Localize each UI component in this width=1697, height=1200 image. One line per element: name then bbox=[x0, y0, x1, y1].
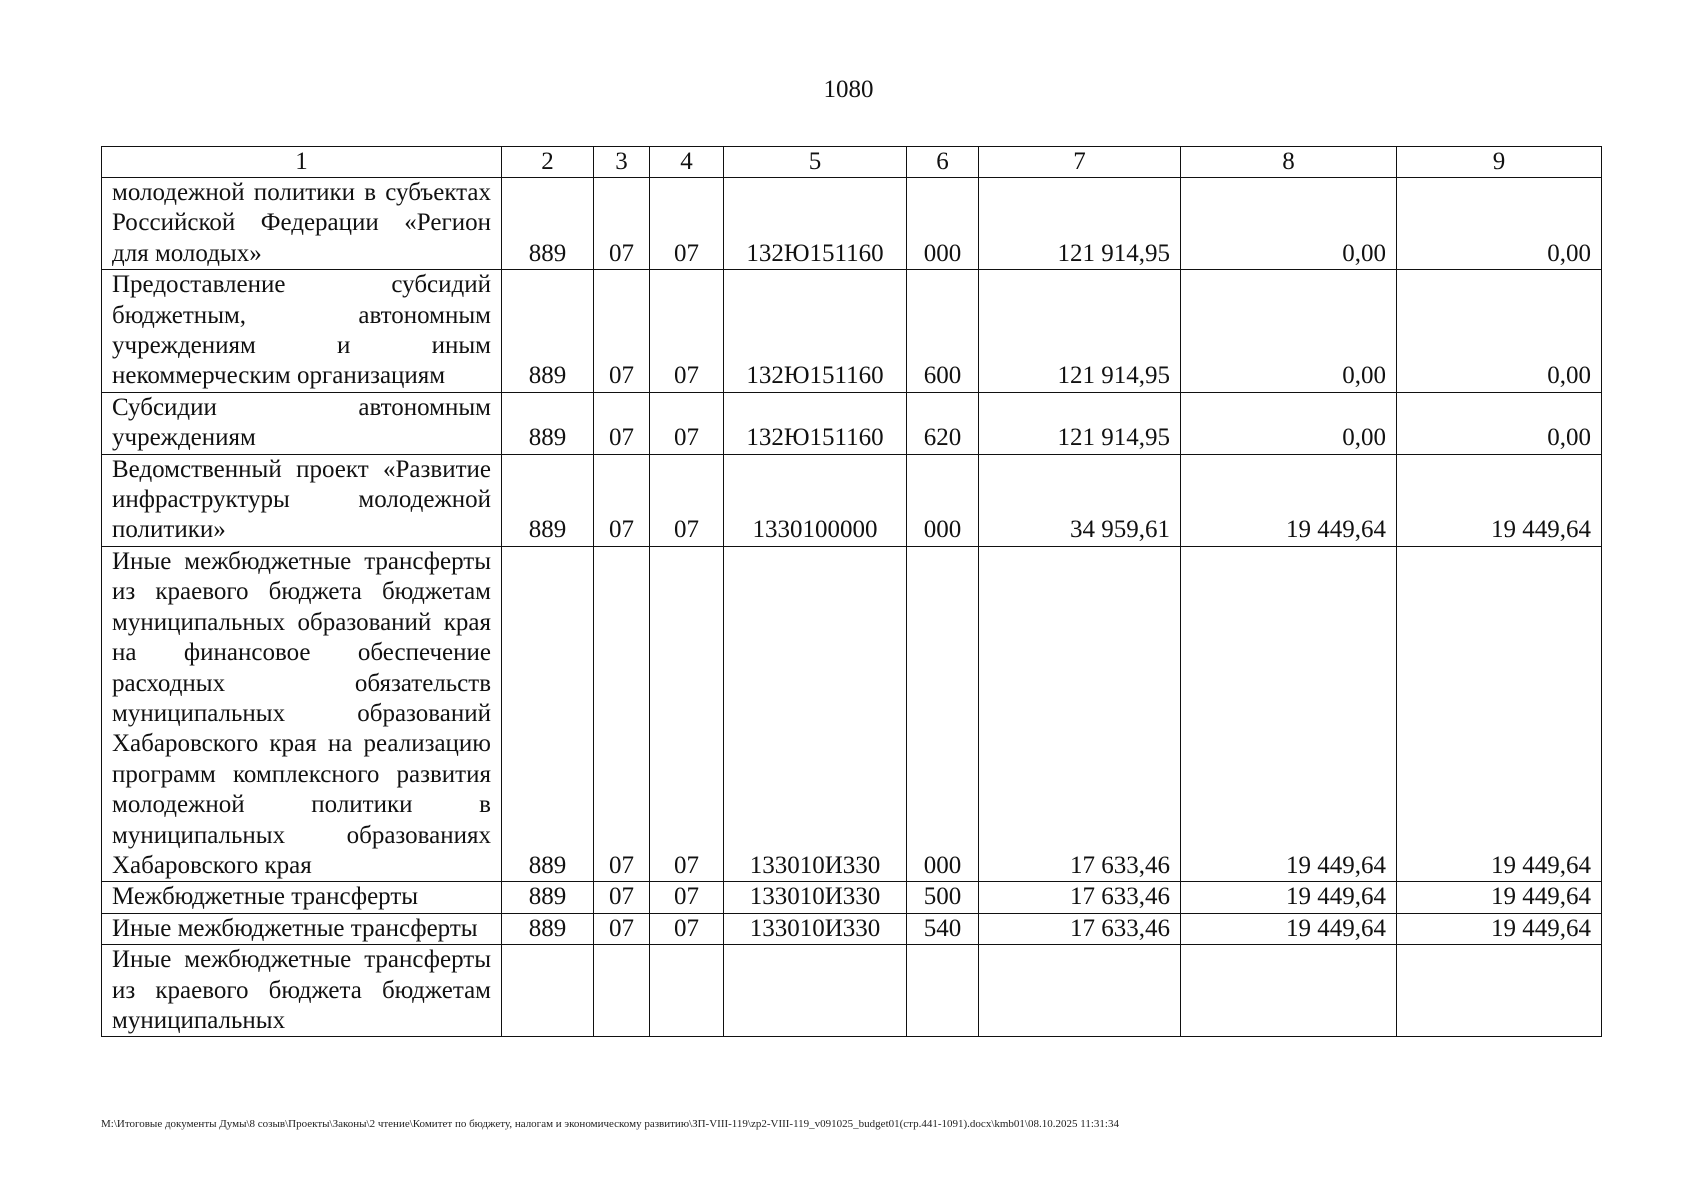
amount-col7-cell: 121 914,95 bbox=[979, 270, 1181, 393]
column-header: 1 bbox=[102, 147, 502, 178]
row-name-cell: молодежной политики в субъектах Российской Федерации «Регион для молодых» bbox=[102, 178, 502, 270]
table-row bbox=[102, 945, 1602, 1037]
amount-col7-cell: 17 633,46 bbox=[979, 882, 1181, 913]
column-header: 3 bbox=[594, 147, 650, 178]
code-admin-cell: 889 bbox=[502, 392, 594, 454]
expense-type-cell: 500 bbox=[907, 882, 979, 913]
amount-col9-cell: 19 449,64 bbox=[1397, 546, 1602, 881]
subsection-cell bbox=[650, 945, 724, 1037]
column-header: 4 bbox=[650, 147, 724, 178]
target-article-cell: 133010И330 bbox=[724, 546, 907, 881]
amount-col9-cell: 19 449,64 bbox=[1397, 913, 1602, 944]
row-name-cell: Межбюджетные трансферты bbox=[102, 882, 502, 913]
amount-col7-cell: 34 959,61 bbox=[979, 454, 1181, 546]
amount-col9-cell: 19 449,64 bbox=[1397, 454, 1602, 546]
amount-col8-cell: 19 449,64 bbox=[1181, 882, 1397, 913]
file-path-footer: M:\Итоговые документы Думы\8 созыв\Проекты\Законы\2 чтение\Комитет по бюджету, налогам и экономическому развитию\ЗП-VIII-119\zp2-VIII-119_v091025_budget01(стр.441-1091).docx\kmb01\08.10.2025 11:31:34 bbox=[101, 1118, 1119, 1130]
expense-type-cell: 600 bbox=[907, 270, 979, 393]
expense-type-cell bbox=[907, 945, 979, 1037]
amount-col8-cell: 0,00 bbox=[1181, 392, 1397, 454]
target-article-cell: 132Ю151160 bbox=[724, 270, 907, 393]
table-row bbox=[102, 392, 1602, 454]
row-name-cell: Предоставление субсидий бюджетным, автономным учреждениям и иным некоммерческим организациям bbox=[102, 270, 502, 393]
row-name-cell: Субсидии автономным учреждениям bbox=[102, 392, 502, 454]
section-cell bbox=[594, 945, 650, 1037]
row-name-cell: Иные межбюджетные трансферты из краевого бюджета бюджетам муниципальных образований края на финансовое обеспечение расходных обязательств муниципальных образований Хабаровского края на реализацию программ комплексного развития молодежной политики в муниципальных образованиях Хабаровского края bbox=[102, 546, 502, 881]
amount-col8-cell: 19 449,64 bbox=[1181, 546, 1397, 881]
amount-col7-cell bbox=[979, 945, 1181, 1037]
section-cell: 07 bbox=[594, 270, 650, 393]
column-header: 6 bbox=[907, 147, 979, 178]
column-header: 8 bbox=[1181, 147, 1397, 178]
row-name-cell: Ведомственный проект «Развитие инфраструктуры молодежной политики» bbox=[102, 454, 502, 546]
expense-type-cell: 540 bbox=[907, 913, 979, 944]
expense-type-cell: 000 bbox=[907, 178, 979, 270]
expense-type-cell: 000 bbox=[907, 546, 979, 881]
code-admin-cell: 889 bbox=[502, 882, 594, 913]
amount-col8-cell: 19 449,64 bbox=[1181, 454, 1397, 546]
amount-col8-cell: 0,00 bbox=[1181, 178, 1397, 270]
subsection-cell: 07 bbox=[650, 270, 724, 393]
section-cell: 07 bbox=[594, 546, 650, 881]
section-cell: 07 bbox=[594, 913, 650, 944]
column-header: 5 bbox=[724, 147, 907, 178]
subsection-cell: 07 bbox=[650, 178, 724, 270]
amount-col8-cell: 19 449,64 bbox=[1181, 913, 1397, 944]
table-row bbox=[102, 913, 1602, 944]
budget-table bbox=[101, 146, 1602, 1037]
section-cell: 07 bbox=[594, 454, 650, 546]
code-admin-cell: 889 bbox=[502, 454, 594, 546]
code-admin-cell: 889 bbox=[502, 178, 594, 270]
table-header-row bbox=[102, 147, 1602, 178]
expense-type-cell: 000 bbox=[907, 454, 979, 546]
section-cell: 07 bbox=[594, 178, 650, 270]
row-name-cell: Иные межбюджетные трансферты bbox=[102, 913, 502, 944]
table-row bbox=[102, 178, 1602, 270]
amount-col8-cell: 0,00 bbox=[1181, 270, 1397, 393]
target-article-cell: 1330100000 bbox=[724, 454, 907, 546]
subsection-cell: 07 bbox=[650, 913, 724, 944]
amount-col9-cell: 19 449,64 bbox=[1397, 882, 1602, 913]
code-admin-cell bbox=[502, 945, 594, 1037]
code-admin-cell: 889 bbox=[502, 270, 594, 393]
subsection-cell: 07 bbox=[650, 546, 724, 881]
code-admin-cell: 889 bbox=[502, 546, 594, 881]
section-cell: 07 bbox=[594, 392, 650, 454]
code-admin-cell: 889 bbox=[502, 913, 594, 944]
target-article-cell: 133010И330 bbox=[724, 882, 907, 913]
table-row bbox=[102, 454, 1602, 546]
amount-col8-cell bbox=[1181, 945, 1397, 1037]
subsection-cell: 07 bbox=[650, 454, 724, 546]
amount-col7-cell: 17 633,46 bbox=[979, 913, 1181, 944]
page-number: 1080 bbox=[823, 76, 874, 103]
target-article-cell: 133010И330 bbox=[724, 913, 907, 944]
target-article-cell: 132Ю151160 bbox=[724, 178, 907, 270]
amount-col9-cell: 0,00 bbox=[1397, 392, 1602, 454]
amount-col7-cell: 17 633,46 bbox=[979, 546, 1181, 881]
amount-col9-cell: 0,00 bbox=[1397, 178, 1602, 270]
subsection-cell: 07 bbox=[650, 882, 724, 913]
target-article-cell bbox=[724, 945, 907, 1037]
column-header: 2 bbox=[502, 147, 594, 178]
section-cell: 07 bbox=[594, 882, 650, 913]
table-row bbox=[102, 546, 1602, 881]
target-article-cell: 132Ю151160 bbox=[724, 392, 907, 454]
column-header: 9 bbox=[1397, 147, 1602, 178]
amount-col7-cell: 121 914,95 bbox=[979, 392, 1181, 454]
expense-type-cell: 620 bbox=[907, 392, 979, 454]
table-row bbox=[102, 270, 1602, 393]
table-row bbox=[102, 882, 1602, 913]
amount-col7-cell: 121 914,95 bbox=[979, 178, 1181, 270]
column-header: 7 bbox=[979, 147, 1181, 178]
row-name-cell: Иные межбюджетные трансферты из краевого бюджета бюджетам муниципальных bbox=[102, 945, 502, 1037]
amount-col9-cell: 0,00 bbox=[1397, 270, 1602, 393]
subsection-cell: 07 bbox=[650, 392, 724, 454]
amount-col9-cell bbox=[1397, 945, 1602, 1037]
